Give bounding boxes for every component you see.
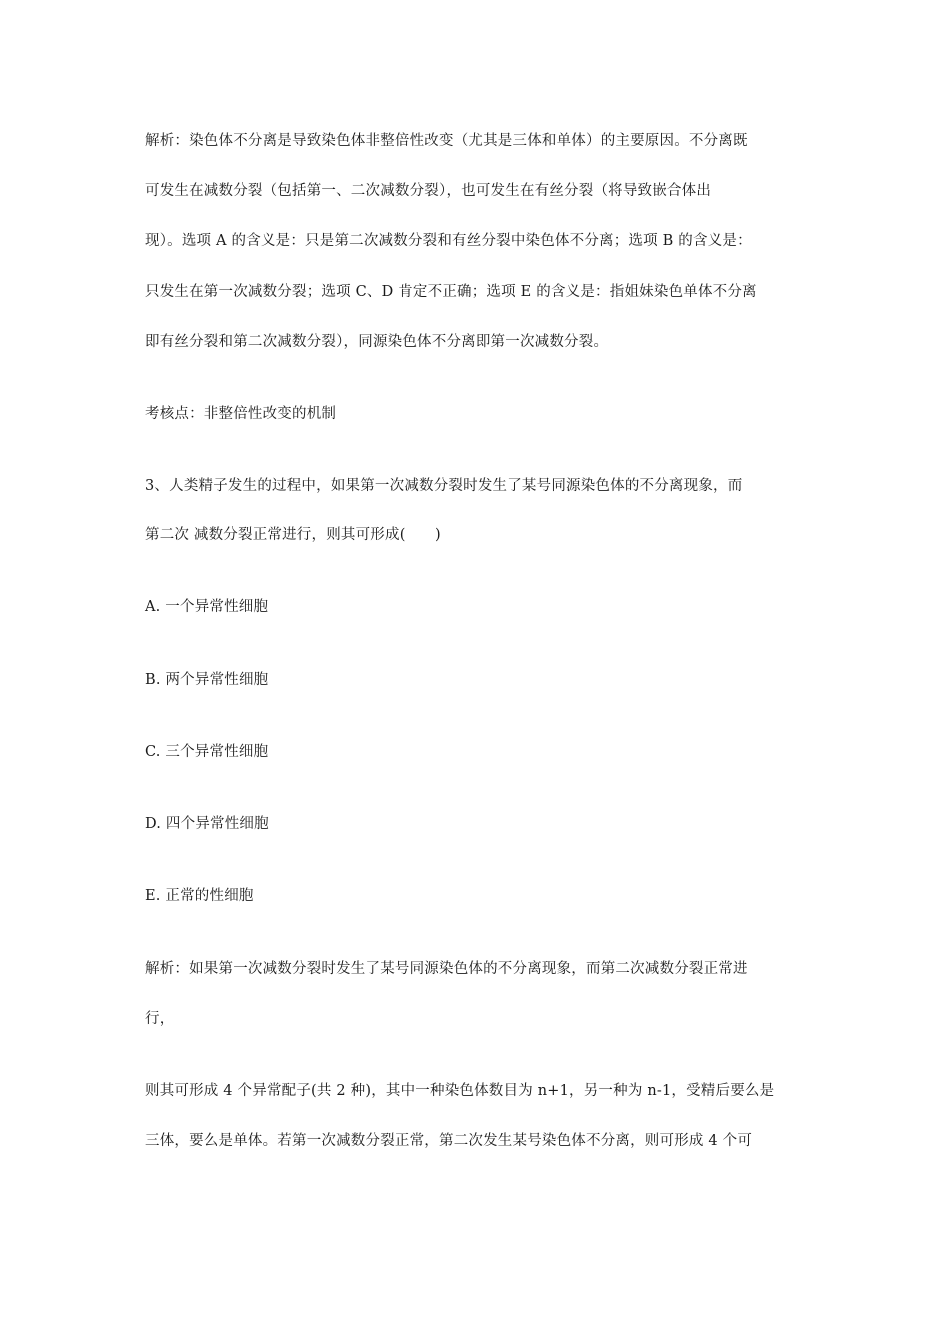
analysis-3-line-4: 三体，要么是单体。若第一次减数分裂正常，第二次发生某号染色体不分离，则可形成 4 个可 [145, 1133, 753, 1149]
analysis-1-line-5: 即有丝分裂和第二次减数分裂），同源染色体不分离即第一次减数分裂。 [145, 334, 609, 350]
question-3-line-1: 3、人类精子发生的过程中，如果第一次减数分裂时发生了某号同源染色体的不分离现象，而 [145, 478, 743, 494]
analysis-1-line-2: 可发生在减数分裂（包括第一、二次减数分裂），也可发生在有丝分裂（将导致嵌合体出 [145, 183, 712, 199]
analysis-1-line-4: 只发生在第一次减数分裂；选项 C、D 肯定不正确；选项 E 的含义是：指姐妹染色单体不分离 [145, 284, 757, 300]
option-d: D. 四个异常性细胞 [145, 816, 269, 832]
assessment-point: 考核点：非整倍性改变的机制 [145, 406, 337, 422]
option-a: A. 一个异常性细胞 [145, 599, 269, 615]
question-3-line-2: 第二次 减数分裂正常进行，则其可形成( ) [145, 527, 441, 543]
option-e: E. 正常的性细胞 [145, 888, 254, 904]
analysis-3-line-2: 行， [145, 1011, 175, 1027]
analysis-3-line-1: 解析：如果第一次减数分裂时发生了某号同源染色体的不分离现象，而第二次减数分裂正常进 [145, 961, 748, 977]
analysis-1-line-1: 解析：染色体不分离是导致染色体非整倍性改变（尤其是三体和单体）的主要原因。不分离既 [145, 133, 748, 149]
option-b: B. 两个异常性细胞 [145, 672, 269, 688]
option-c: C. 三个异常性细胞 [145, 744, 269, 760]
analysis-1-line-3: 现）。选项 A 的含义是：只是第二次减数分裂和有丝分裂中染色体不分离；选项 B 的含义是： [145, 233, 752, 249]
analysis-3-line-3: 则其可形成 4 个异常配子(共 2 种)，其中一种染色体数目为 n+1，另一种为 n-1，受精后要么是 [145, 1083, 775, 1099]
